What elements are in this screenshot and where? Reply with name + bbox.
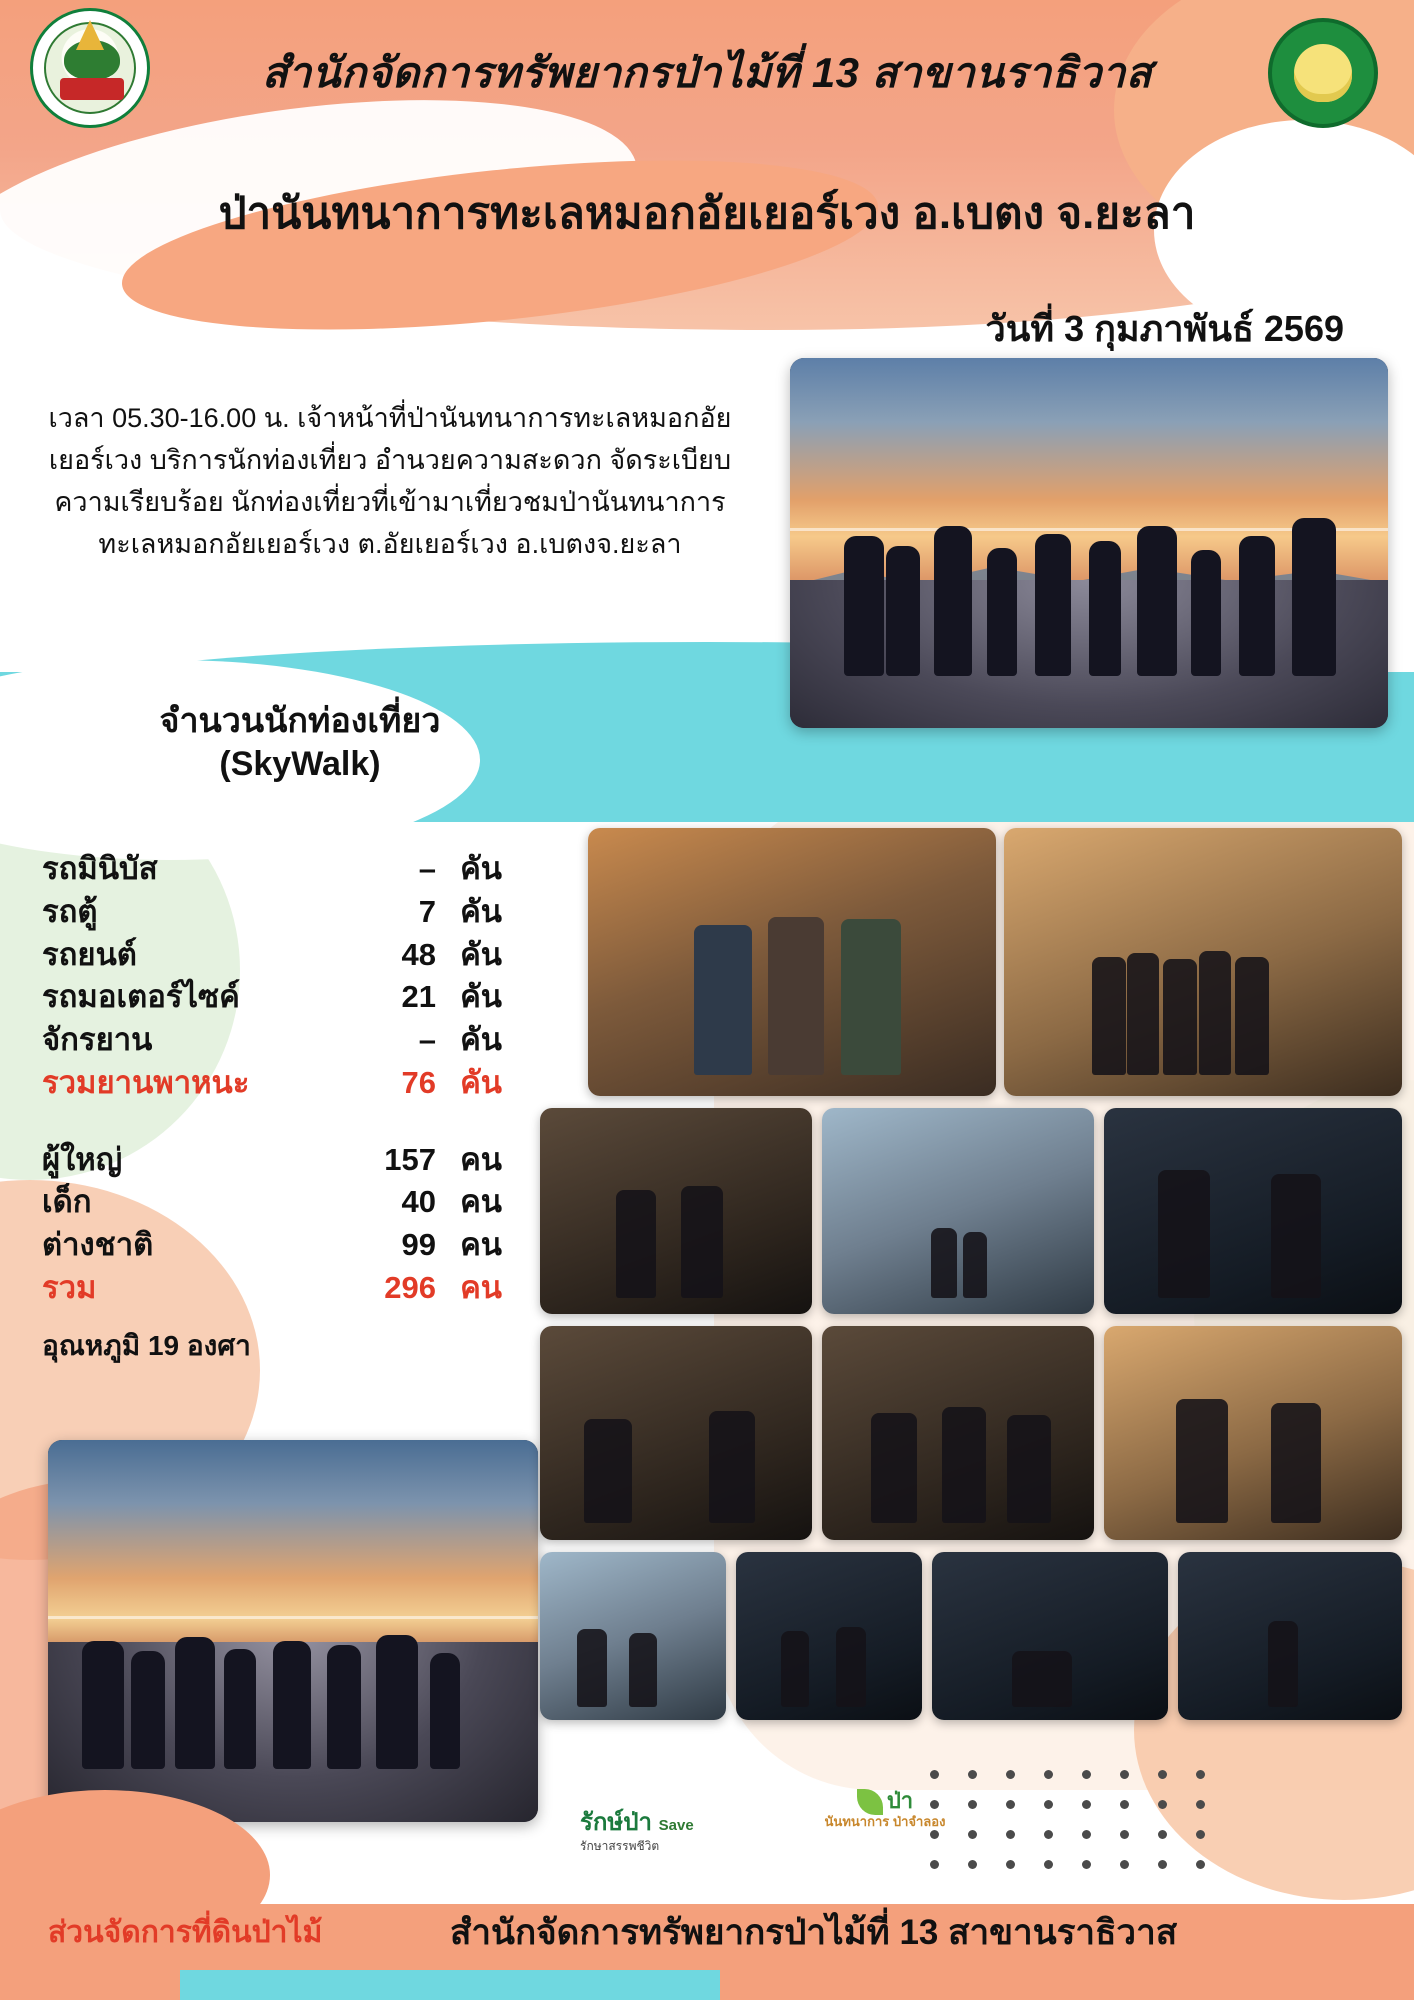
people-total-label: รวม (42, 1269, 97, 1305)
people-label: ต่างชาติ (42, 1227, 154, 1263)
people-value: 40 (401, 1184, 436, 1220)
dot-pattern-decoration (930, 1770, 1250, 1890)
vehicle-label: รถตู้ (42, 893, 98, 929)
entrance-gate-staff-photo (1178, 1552, 1402, 1720)
vehicle-label: จักรยาน (42, 1022, 153, 1058)
vehicles-total-unit: คัน (460, 1064, 502, 1100)
people-unit: คน (460, 1227, 502, 1263)
temperature-value: อุณหภูมิ 19 องศา (42, 1329, 251, 1361)
ticket-counter-tourists-photo (1104, 1326, 1402, 1540)
vehicles-total-value: 76 (401, 1064, 436, 1100)
people-total-row (42, 1267, 502, 1310)
vehicle-value: – (418, 851, 436, 886)
people-label: เด็ก (42, 1184, 92, 1220)
footer-cyan-accent (180, 1970, 720, 2000)
table-row (42, 848, 502, 891)
table-spacer (42, 1105, 502, 1139)
vehicle-label: รถยนต์ (42, 936, 137, 972)
vehicles-total-label: รวมยานพาหนะ (42, 1064, 250, 1100)
stats-heading (60, 700, 540, 785)
staff-checking-bags-photo (822, 1326, 1094, 1540)
vehicle-unit: คัน (460, 851, 502, 886)
vehicles-total-row (42, 1062, 502, 1105)
visitors-outside-building-photo (540, 1552, 726, 1720)
ticket-counter-service-photo (540, 1326, 812, 1540)
people-total-value: 296 (384, 1269, 436, 1305)
table-row (42, 891, 502, 934)
save-forest-logo (580, 1794, 760, 1868)
people-unit: คน (460, 1141, 502, 1177)
people-unit: คน (460, 1184, 502, 1220)
vehicle-value: 48 (401, 936, 436, 972)
table-row (42, 1181, 502, 1224)
save-forest-title: รักษ์ป่า (580, 1808, 652, 1836)
table-row (42, 1224, 502, 1267)
footer-left-text: ส่วนจัดการที่ดินป่าไม้ (48, 1916, 323, 1949)
recreation-forest-title: ป่า (886, 1788, 914, 1813)
save-forest-subtitle: รักษาสรรพชีวิต (580, 1838, 660, 1853)
skywalk-sunrise-visitors-photo (48, 1440, 538, 1822)
vehicle-value: 7 (418, 893, 436, 929)
vehicle-unit: คัน (460, 1022, 502, 1058)
table-row (42, 1019, 502, 1062)
save-forest-word: Save (658, 1816, 694, 1834)
people-value: 157 (384, 1141, 436, 1177)
parking-area-van-photo (932, 1552, 1168, 1720)
hero-skywalk-sunrise-photo (790, 358, 1388, 728)
vehicle-unit: คัน (460, 893, 502, 929)
street-night-visitors-photo (736, 1552, 922, 1720)
stats-heading-line1: จำนวนนักท่องเที่ยว (159, 702, 441, 740)
vehicle-label: รถมินิบัส (42, 851, 158, 886)
vehicle-label: รถมอเตอร์ไซค์ (42, 979, 240, 1015)
visitors-at-skywalk-night-photo (1104, 1108, 1402, 1314)
leaf-icon (857, 1789, 883, 1815)
visitors-in-exhibition-hall-photo (540, 1108, 812, 1314)
footer-right-text: สำนักจัดการทรัพยากรป่าไม้ที่ 13 สาขานราธิวาส (450, 1913, 1178, 1952)
table-row (42, 976, 502, 1019)
vehicle-unit: คัน (460, 979, 502, 1015)
poster-header (0, 0, 1414, 300)
statistics-table (42, 848, 502, 1368)
vehicle-value: – (418, 1022, 436, 1058)
table-row (42, 934, 502, 977)
vehicle-unit: คัน (460, 936, 502, 972)
people-value: 99 (401, 1227, 436, 1263)
intro-paragraph: เวลา 05.30-16.00 น. เจ้าหน้าที่ป่านันทนาการทะเลหมอกอัยเยอร์เวง บริการนักท่องเที่ยว อำนวยความสะดวก จัดระเบียบความเรียบร้อย นักท่องเที่ยวที่เข้ามาเที่ยวชมป่านันทนาการทะเลหมอกอัยเยอร์เวง ต.อัยเยอร์เวง อ.เบตงจ.ยะลา (48, 403, 732, 559)
vehicle-value: 21 (401, 979, 436, 1015)
table-row (42, 1139, 502, 1182)
page-title: ป่านันทนาการทะเลหมอกอัยเยอร์เวง อ.เบตง จ.ยะลา (218, 189, 1196, 238)
people-total-unit: คน (460, 1269, 502, 1305)
recreation-forest-subtitle: นันทนาการ ป่าจำลอง (824, 1814, 946, 1830)
stats-heading-line2: (SkyWalk) (219, 744, 381, 783)
staff-group-at-viewpoint-photo (588, 828, 996, 1096)
people-label: ผู้ใหญ่ (42, 1141, 123, 1177)
organization-title: สำนักจัดการทรัพยากรป่าไม้ที่ 13 สาขานราธิวาส (261, 49, 1153, 96)
report-date: วันที่ 3 กุมภาพันธ์ 2569 (985, 308, 1344, 349)
visitors-inside-glass-room-photo (1004, 828, 1402, 1096)
skywalk-bridge-walkway-photo (822, 1108, 1094, 1314)
